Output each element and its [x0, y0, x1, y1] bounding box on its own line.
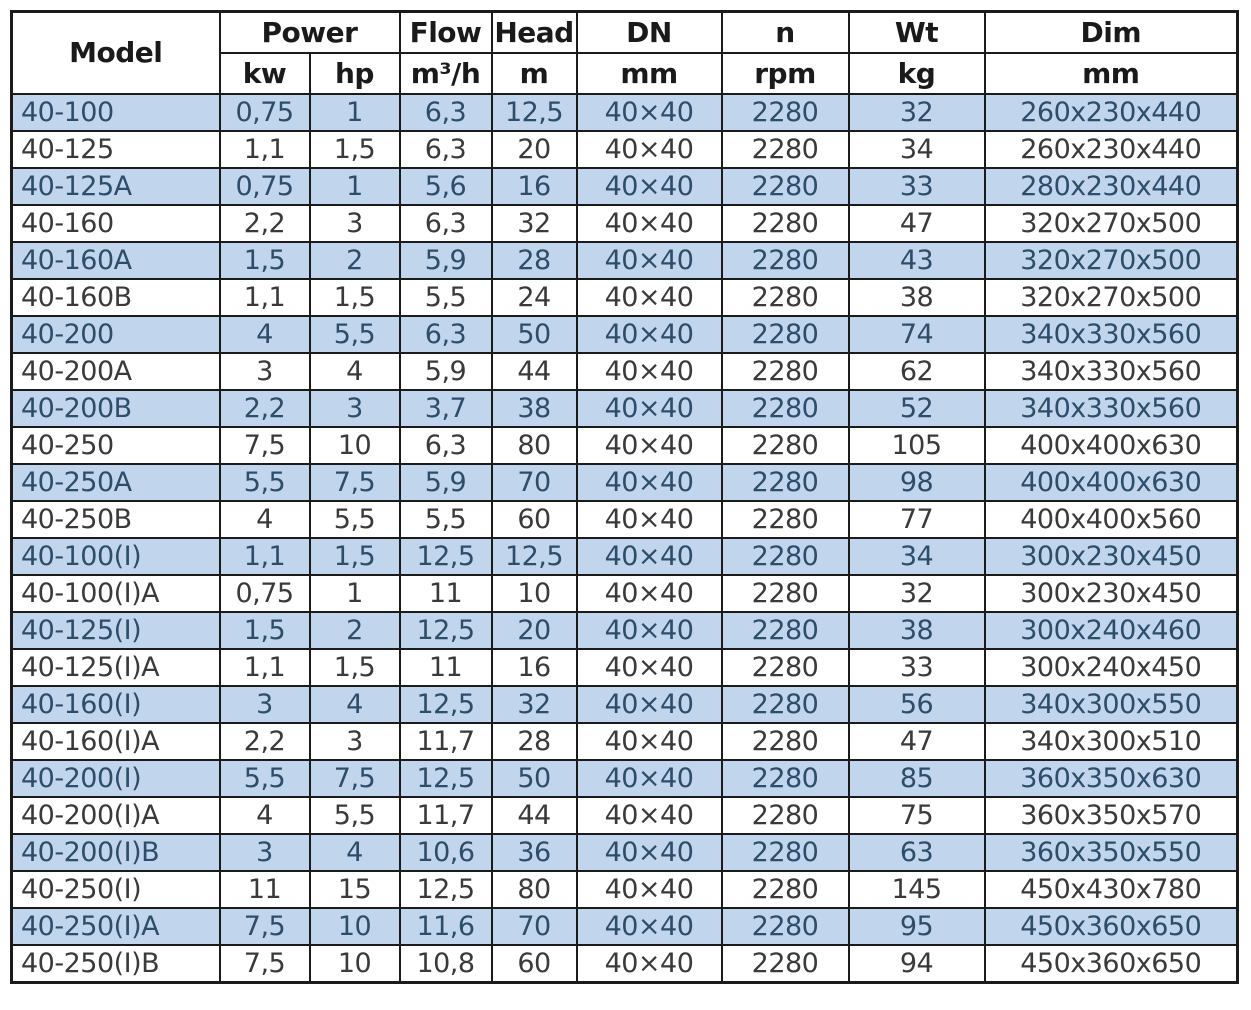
cell-flow: 11,7	[400, 723, 492, 760]
cell-n: 2280	[722, 131, 849, 168]
cell-head: 28	[492, 242, 577, 279]
cell-power-hp: 10	[310, 908, 400, 945]
cell-dn: 40×40	[577, 871, 722, 908]
cell-power-kw: 1,5	[220, 242, 310, 279]
cell-model: 40-125(I)	[12, 612, 220, 649]
cell-power-kw: 3	[220, 686, 310, 723]
cell-flow: 5,5	[400, 279, 492, 316]
cell-dim: 450x360x650	[985, 945, 1238, 983]
header-unit-flow: m³/h	[400, 53, 492, 94]
cell-wt: 105	[849, 427, 985, 464]
cell-power-hp: 1,5	[310, 649, 400, 686]
cell-power-hp: 3	[310, 723, 400, 760]
cell-wt: 56	[849, 686, 985, 723]
table-row	[12, 464, 1238, 501]
table-row	[12, 427, 1238, 464]
cell-n: 2280	[722, 316, 849, 353]
cell-dn: 40×40	[577, 353, 722, 390]
table-row	[12, 242, 1238, 279]
cell-flow: 11	[400, 575, 492, 612]
cell-flow: 11	[400, 649, 492, 686]
pump-spec-table	[10, 10, 1239, 984]
cell-n: 2280	[722, 760, 849, 797]
cell-power-hp: 1,5	[310, 279, 400, 316]
cell-n: 2280	[722, 427, 849, 464]
cell-model: 40-160(I)A	[12, 723, 220, 760]
cell-wt: 95	[849, 908, 985, 945]
cell-dn: 40×40	[577, 316, 722, 353]
cell-n: 2280	[722, 723, 849, 760]
cell-dim: 340x330x560	[985, 390, 1238, 427]
cell-flow: 6,3	[400, 94, 492, 131]
cell-power-hp: 5,5	[310, 501, 400, 538]
cell-wt: 32	[849, 94, 985, 131]
cell-flow: 10,6	[400, 834, 492, 871]
cell-power-kw: 2,2	[220, 723, 310, 760]
cell-dn: 40×40	[577, 131, 722, 168]
cell-n: 2280	[722, 575, 849, 612]
cell-dim: 300x230x450	[985, 538, 1238, 575]
table-row	[12, 131, 1238, 168]
cell-flow: 12,5	[400, 760, 492, 797]
cell-wt: 33	[849, 649, 985, 686]
table-body	[12, 94, 1238, 983]
table-row	[12, 797, 1238, 834]
cell-wt: 94	[849, 945, 985, 983]
cell-model: 40-200B	[12, 390, 220, 427]
cell-head: 32	[492, 686, 577, 723]
cell-model: 40-125(I)A	[12, 649, 220, 686]
cell-power-hp: 4	[310, 686, 400, 723]
header-unit-dim: mm	[985, 53, 1238, 94]
cell-model: 40-125A	[12, 168, 220, 205]
header-power: Power	[220, 12, 400, 53]
cell-power-kw: 2,2	[220, 205, 310, 242]
cell-n: 2280	[722, 168, 849, 205]
cell-dn: 40×40	[577, 686, 722, 723]
cell-wt: 32	[849, 575, 985, 612]
cell-dn: 40×40	[577, 427, 722, 464]
cell-wt: 33	[849, 168, 985, 205]
cell-dim: 360x350x570	[985, 797, 1238, 834]
cell-flow: 5,9	[400, 242, 492, 279]
cell-power-kw: 0,75	[220, 168, 310, 205]
cell-wt: 34	[849, 131, 985, 168]
cell-n: 2280	[722, 945, 849, 983]
table-row	[12, 205, 1238, 242]
cell-wt: 34	[849, 538, 985, 575]
header-wt: Wt	[849, 12, 985, 53]
cell-wt: 62	[849, 353, 985, 390]
table-row	[12, 501, 1238, 538]
cell-dim: 300x240x450	[985, 649, 1238, 686]
cell-model: 40-125	[12, 131, 220, 168]
cell-flow: 6,3	[400, 427, 492, 464]
cell-power-kw: 7,5	[220, 945, 310, 983]
cell-n: 2280	[722, 353, 849, 390]
cell-power-kw: 5,5	[220, 760, 310, 797]
cell-wt: 52	[849, 390, 985, 427]
table-row	[12, 871, 1238, 908]
cell-flow: 5,9	[400, 464, 492, 501]
cell-dn: 40×40	[577, 834, 722, 871]
cell-n: 2280	[722, 908, 849, 945]
cell-flow: 6,3	[400, 205, 492, 242]
table-row	[12, 649, 1238, 686]
header-unit-head: m	[492, 53, 577, 94]
cell-dim: 340x330x560	[985, 316, 1238, 353]
table-row	[12, 760, 1238, 797]
cell-head: 24	[492, 279, 577, 316]
cell-head: 50	[492, 760, 577, 797]
cell-model: 40-160B	[12, 279, 220, 316]
cell-model: 40-250B	[12, 501, 220, 538]
header-unit-kw: kw	[220, 53, 310, 94]
cell-dim: 320x270x500	[985, 205, 1238, 242]
cell-n: 2280	[722, 390, 849, 427]
cell-n: 2280	[722, 242, 849, 279]
cell-model: 40-200(I)B	[12, 834, 220, 871]
cell-power-kw: 4	[220, 501, 310, 538]
cell-dn: 40×40	[577, 279, 722, 316]
cell-wt: 75	[849, 797, 985, 834]
cell-dn: 40×40	[577, 205, 722, 242]
cell-power-kw: 7,5	[220, 908, 310, 945]
cell-head: 16	[492, 168, 577, 205]
cell-dn: 40×40	[577, 501, 722, 538]
cell-model: 40-200	[12, 316, 220, 353]
table-row	[12, 538, 1238, 575]
cell-power-kw: 2,2	[220, 390, 310, 427]
cell-dim: 260x230x440	[985, 131, 1238, 168]
cell-dim: 320x270x500	[985, 242, 1238, 279]
cell-head: 36	[492, 834, 577, 871]
cell-flow: 6,3	[400, 316, 492, 353]
cell-model: 40-160	[12, 205, 220, 242]
cell-model: 40-250(I)	[12, 871, 220, 908]
cell-power-hp: 7,5	[310, 760, 400, 797]
cell-model: 40-250	[12, 427, 220, 464]
cell-dn: 40×40	[577, 390, 722, 427]
cell-head: 38	[492, 390, 577, 427]
cell-power-hp: 10	[310, 427, 400, 464]
table-row	[12, 94, 1238, 131]
cell-head: 28	[492, 723, 577, 760]
cell-dim: 280x230x440	[985, 168, 1238, 205]
cell-power-hp: 1,5	[310, 538, 400, 575]
cell-dim: 340x300x510	[985, 723, 1238, 760]
cell-dim: 360x350x550	[985, 834, 1238, 871]
cell-n: 2280	[722, 834, 849, 871]
cell-flow: 12,5	[400, 871, 492, 908]
cell-dim: 400x400x630	[985, 464, 1238, 501]
cell-dim: 260x230x440	[985, 94, 1238, 131]
cell-flow: 6,3	[400, 131, 492, 168]
table-row	[12, 612, 1238, 649]
cell-power-kw: 3	[220, 353, 310, 390]
cell-head: 70	[492, 464, 577, 501]
cell-dim: 360x350x630	[985, 760, 1238, 797]
table-row	[12, 390, 1238, 427]
cell-dn: 40×40	[577, 538, 722, 575]
cell-head: 12,5	[492, 94, 577, 131]
cell-power-kw: 3	[220, 834, 310, 871]
cell-dn: 40×40	[577, 575, 722, 612]
cell-model: 40-100(I)A	[12, 575, 220, 612]
cell-flow: 11,6	[400, 908, 492, 945]
header-n: n	[722, 12, 849, 53]
cell-power-hp: 1,5	[310, 131, 400, 168]
cell-head: 60	[492, 945, 577, 983]
cell-head: 60	[492, 501, 577, 538]
cell-power-kw: 1,1	[220, 649, 310, 686]
cell-n: 2280	[722, 279, 849, 316]
cell-dn: 40×40	[577, 797, 722, 834]
header-unit-wt: kg	[849, 53, 985, 94]
header-model: Model	[12, 12, 220, 94]
cell-power-hp: 5,5	[310, 316, 400, 353]
cell-model: 40-200(I)A	[12, 797, 220, 834]
cell-flow: 11,7	[400, 797, 492, 834]
cell-power-hp: 1	[310, 168, 400, 205]
cell-flow: 5,6	[400, 168, 492, 205]
table-row	[12, 353, 1238, 390]
cell-power-kw: 1,5	[220, 612, 310, 649]
cell-head: 80	[492, 427, 577, 464]
cell-wt: 47	[849, 205, 985, 242]
cell-n: 2280	[722, 538, 849, 575]
cell-head: 80	[492, 871, 577, 908]
cell-power-hp: 3	[310, 390, 400, 427]
header-unit-hp: hp	[310, 53, 400, 94]
cell-wt: 85	[849, 760, 985, 797]
cell-head: 20	[492, 131, 577, 168]
cell-model: 40-160(I)	[12, 686, 220, 723]
table-row	[12, 168, 1238, 205]
cell-head: 16	[492, 649, 577, 686]
cell-n: 2280	[722, 612, 849, 649]
table-row	[12, 686, 1238, 723]
header-row-titles	[12, 12, 1238, 53]
cell-model: 40-250A	[12, 464, 220, 501]
cell-head: 20	[492, 612, 577, 649]
cell-n: 2280	[722, 649, 849, 686]
cell-power-hp: 1	[310, 575, 400, 612]
cell-dim: 340x300x550	[985, 686, 1238, 723]
cell-model: 40-250(I)A	[12, 908, 220, 945]
cell-n: 2280	[722, 871, 849, 908]
cell-dn: 40×40	[577, 649, 722, 686]
cell-power-kw: 7,5	[220, 427, 310, 464]
cell-head: 32	[492, 205, 577, 242]
cell-dim: 300x240x460	[985, 612, 1238, 649]
cell-n: 2280	[722, 501, 849, 538]
cell-model: 40-100(I)	[12, 538, 220, 575]
cell-power-hp: 7,5	[310, 464, 400, 501]
cell-n: 2280	[722, 94, 849, 131]
cell-head: 12,5	[492, 538, 577, 575]
cell-power-hp: 15	[310, 871, 400, 908]
header-unit-dn: mm	[577, 53, 722, 94]
cell-head: 70	[492, 908, 577, 945]
cell-dim: 300x230x450	[985, 575, 1238, 612]
cell-dim: 450x430x780	[985, 871, 1238, 908]
cell-dn: 40×40	[577, 760, 722, 797]
cell-power-kw: 4	[220, 797, 310, 834]
cell-flow: 5,9	[400, 353, 492, 390]
cell-flow: 12,5	[400, 686, 492, 723]
cell-wt: 77	[849, 501, 985, 538]
table-row	[12, 945, 1238, 983]
cell-n: 2280	[722, 686, 849, 723]
cell-head: 50	[492, 316, 577, 353]
cell-model: 40-200A	[12, 353, 220, 390]
cell-dn: 40×40	[577, 94, 722, 131]
cell-power-hp: 5,5	[310, 797, 400, 834]
cell-wt: 98	[849, 464, 985, 501]
cell-wt: 63	[849, 834, 985, 871]
table-row	[12, 834, 1238, 871]
table-row	[12, 575, 1238, 612]
cell-power-hp: 2	[310, 242, 400, 279]
table-header	[12, 12, 1238, 94]
cell-dim: 320x270x500	[985, 279, 1238, 316]
cell-dim: 400x400x560	[985, 501, 1238, 538]
cell-power-hp: 2	[310, 612, 400, 649]
cell-power-kw: 5,5	[220, 464, 310, 501]
cell-wt: 43	[849, 242, 985, 279]
cell-model: 40-160A	[12, 242, 220, 279]
header-head: Head	[492, 12, 577, 53]
cell-flow: 3,7	[400, 390, 492, 427]
cell-wt: 47	[849, 723, 985, 760]
cell-power-kw: 0,75	[220, 575, 310, 612]
cell-dn: 40×40	[577, 945, 722, 983]
cell-power-kw: 4	[220, 316, 310, 353]
cell-power-kw: 1,1	[220, 279, 310, 316]
table-row	[12, 316, 1238, 353]
header-unit-n: rpm	[722, 53, 849, 94]
table-row	[12, 908, 1238, 945]
cell-power-hp: 10	[310, 945, 400, 983]
table-row	[12, 279, 1238, 316]
cell-flow: 12,5	[400, 538, 492, 575]
cell-power-kw: 1,1	[220, 131, 310, 168]
cell-dn: 40×40	[577, 464, 722, 501]
cell-dn: 40×40	[577, 723, 722, 760]
cell-dn: 40×40	[577, 612, 722, 649]
cell-dim: 450x360x650	[985, 908, 1238, 945]
cell-dn: 40×40	[577, 908, 722, 945]
cell-head: 10	[492, 575, 577, 612]
cell-dim: 400x400x630	[985, 427, 1238, 464]
table-row	[12, 723, 1238, 760]
cell-power-hp: 1	[310, 94, 400, 131]
cell-head: 44	[492, 797, 577, 834]
header-dn: DN	[577, 12, 722, 53]
cell-power-hp: 4	[310, 353, 400, 390]
cell-model: 40-100	[12, 94, 220, 131]
cell-power-kw: 1,1	[220, 538, 310, 575]
cell-model: 40-200(I)	[12, 760, 220, 797]
header-dim: Dim	[985, 12, 1238, 53]
cell-dim: 340x330x560	[985, 353, 1238, 390]
cell-dn: 40×40	[577, 168, 722, 205]
cell-power-kw: 0,75	[220, 94, 310, 131]
cell-wt: 38	[849, 612, 985, 649]
cell-power-hp: 4	[310, 834, 400, 871]
cell-wt: 145	[849, 871, 985, 908]
cell-wt: 38	[849, 279, 985, 316]
cell-n: 2280	[722, 464, 849, 501]
cell-power-hp: 3	[310, 205, 400, 242]
header-flow: Flow	[400, 12, 492, 53]
cell-flow: 10,8	[400, 945, 492, 983]
cell-n: 2280	[722, 205, 849, 242]
cell-dn: 40×40	[577, 242, 722, 279]
cell-head: 44	[492, 353, 577, 390]
cell-flow: 5,5	[400, 501, 492, 538]
cell-flow: 12,5	[400, 612, 492, 649]
cell-wt: 74	[849, 316, 985, 353]
cell-power-kw: 11	[220, 871, 310, 908]
cell-n: 2280	[722, 797, 849, 834]
cell-model: 40-250(I)B	[12, 945, 220, 983]
